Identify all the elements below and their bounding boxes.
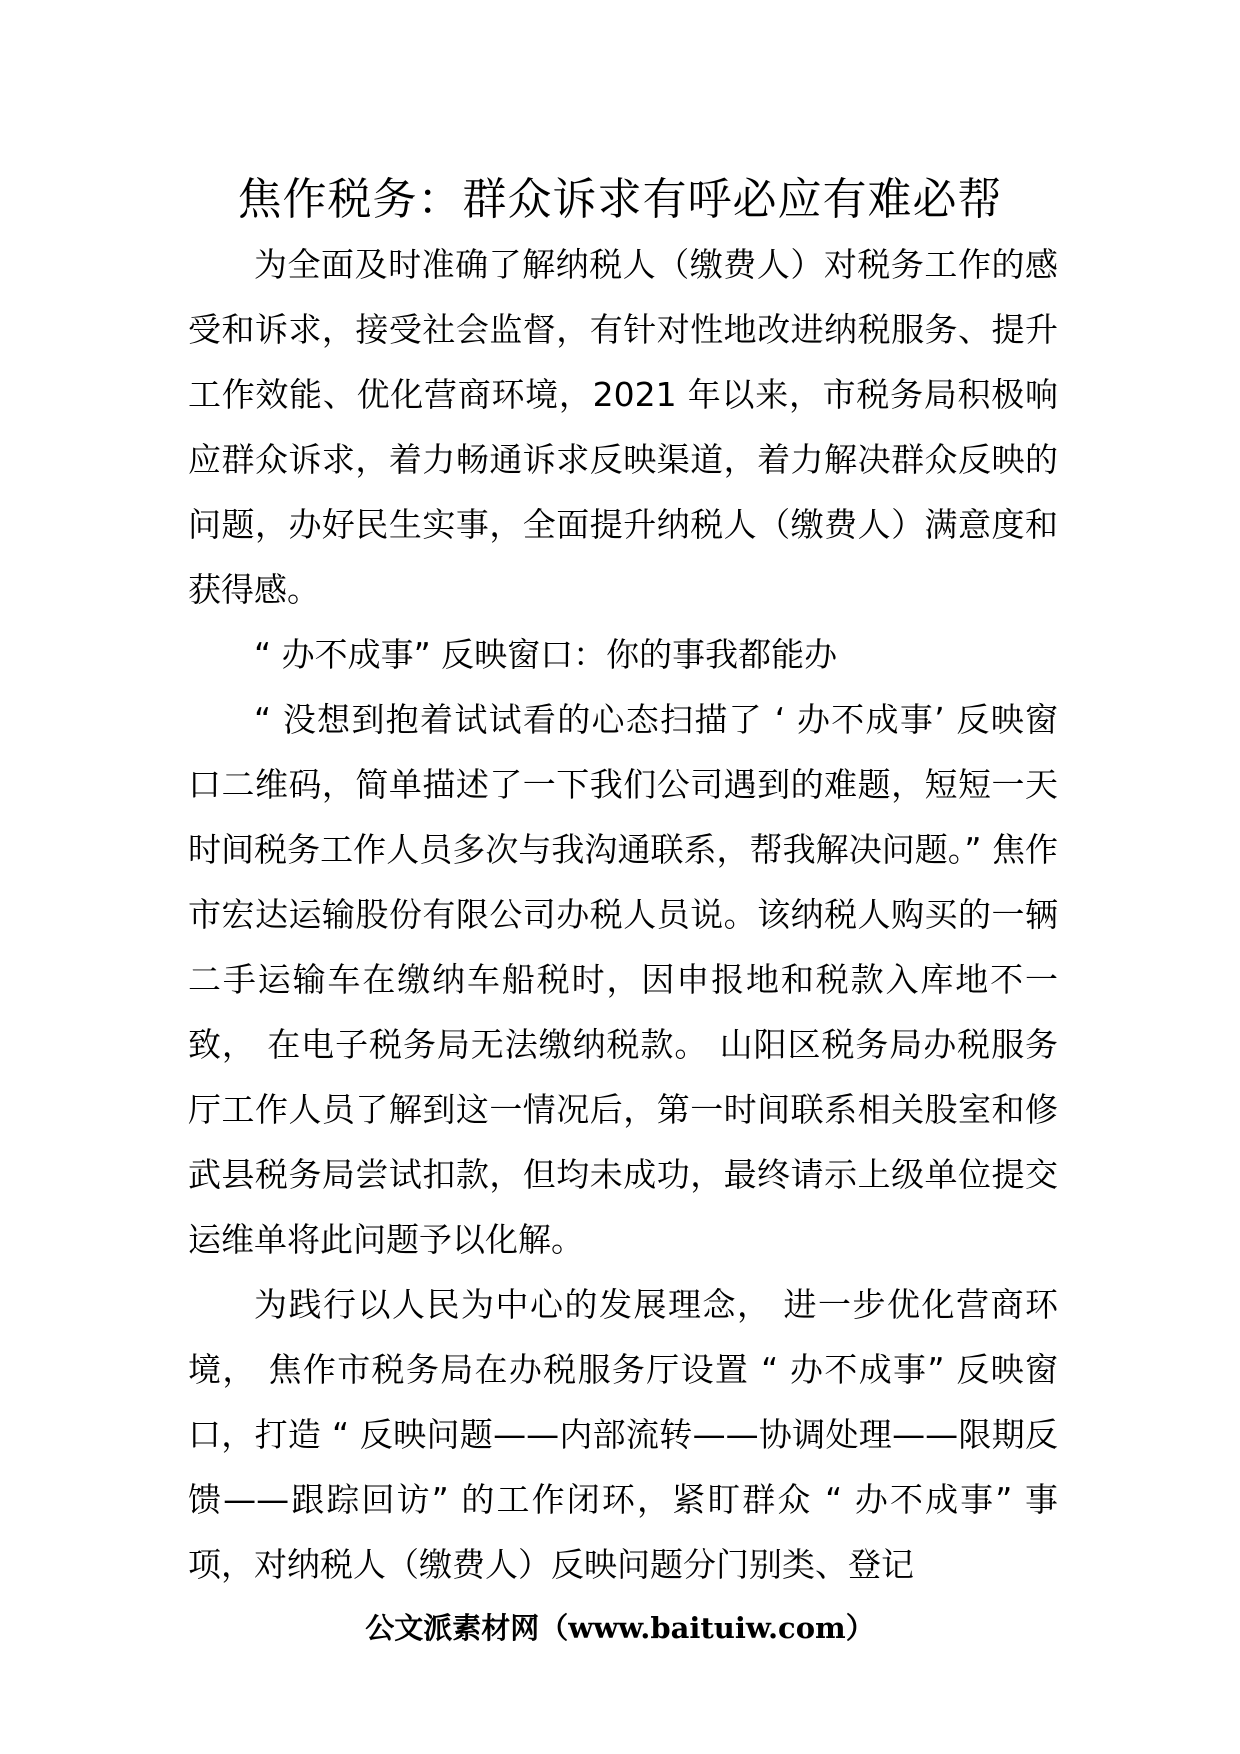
paragraph-subheading: “ 办不成事” 反映窗口：你的事我都能办	[254, 635, 838, 674]
paragraph-practice: 为践行以人民为中心的发展理念， 进一步优化营商环境， 焦作市税务局在办税服务厅设置 “ 办不成事” 反映窗口，打造 “ 反映问题——内部流转——协调处理——限期反馈——跟踪回访” 的工作闭环，紧盯群众 “ 办不成事” 事项，对纳税人（缴费人）反映问题分门别类、登记	[188, 1285, 1058, 1584]
paragraph-intro: 为全面及时准确了解纳税人（缴费人）对税务工作的感受和诉求，接受社会监督，有针对性地改进纳税服务、提升工作效能、优化营商环境，2021 年以来，市税务局积极响应群众诉求，着力畅通诉求反映渠道，着力解决群众反映的问题，办好民生实事，全面提升纳税人（缴费人）满意度和获得感。	[188, 245, 1058, 609]
footer-watermark-text: 公文派素材网（www.baituiw.com）	[365, 1611, 875, 1645]
document-title: 焦作税务：群众诉求有呼必应有难必帮	[237, 174, 1003, 225]
document-body	[188, 232, 1058, 1597]
paragraph-case: “ 没想到抱着试试看的心态扫描了 ‘ 办不成事’ 反映窗口二维码，简单描述了一下我们公司遇到的难题，短短一天时间税务工作人员多次与我沟通联系，帮我解决问题。” 焦作市宏达运输股份有限公司办税人员说。该纳税人购买的一辆二手运输车在缴纳车船税时，因申报地和税款入库地不一致， 在电子税务局无法缴纳税款。 山阳区税务局办税服务厅工作人员了解到这一情况后，第一时间联系相关股室和修武县税务局尝试扣款，但均未成功，最终请示上级单位提交运维单将此问题予以化解。	[188, 700, 1058, 1259]
